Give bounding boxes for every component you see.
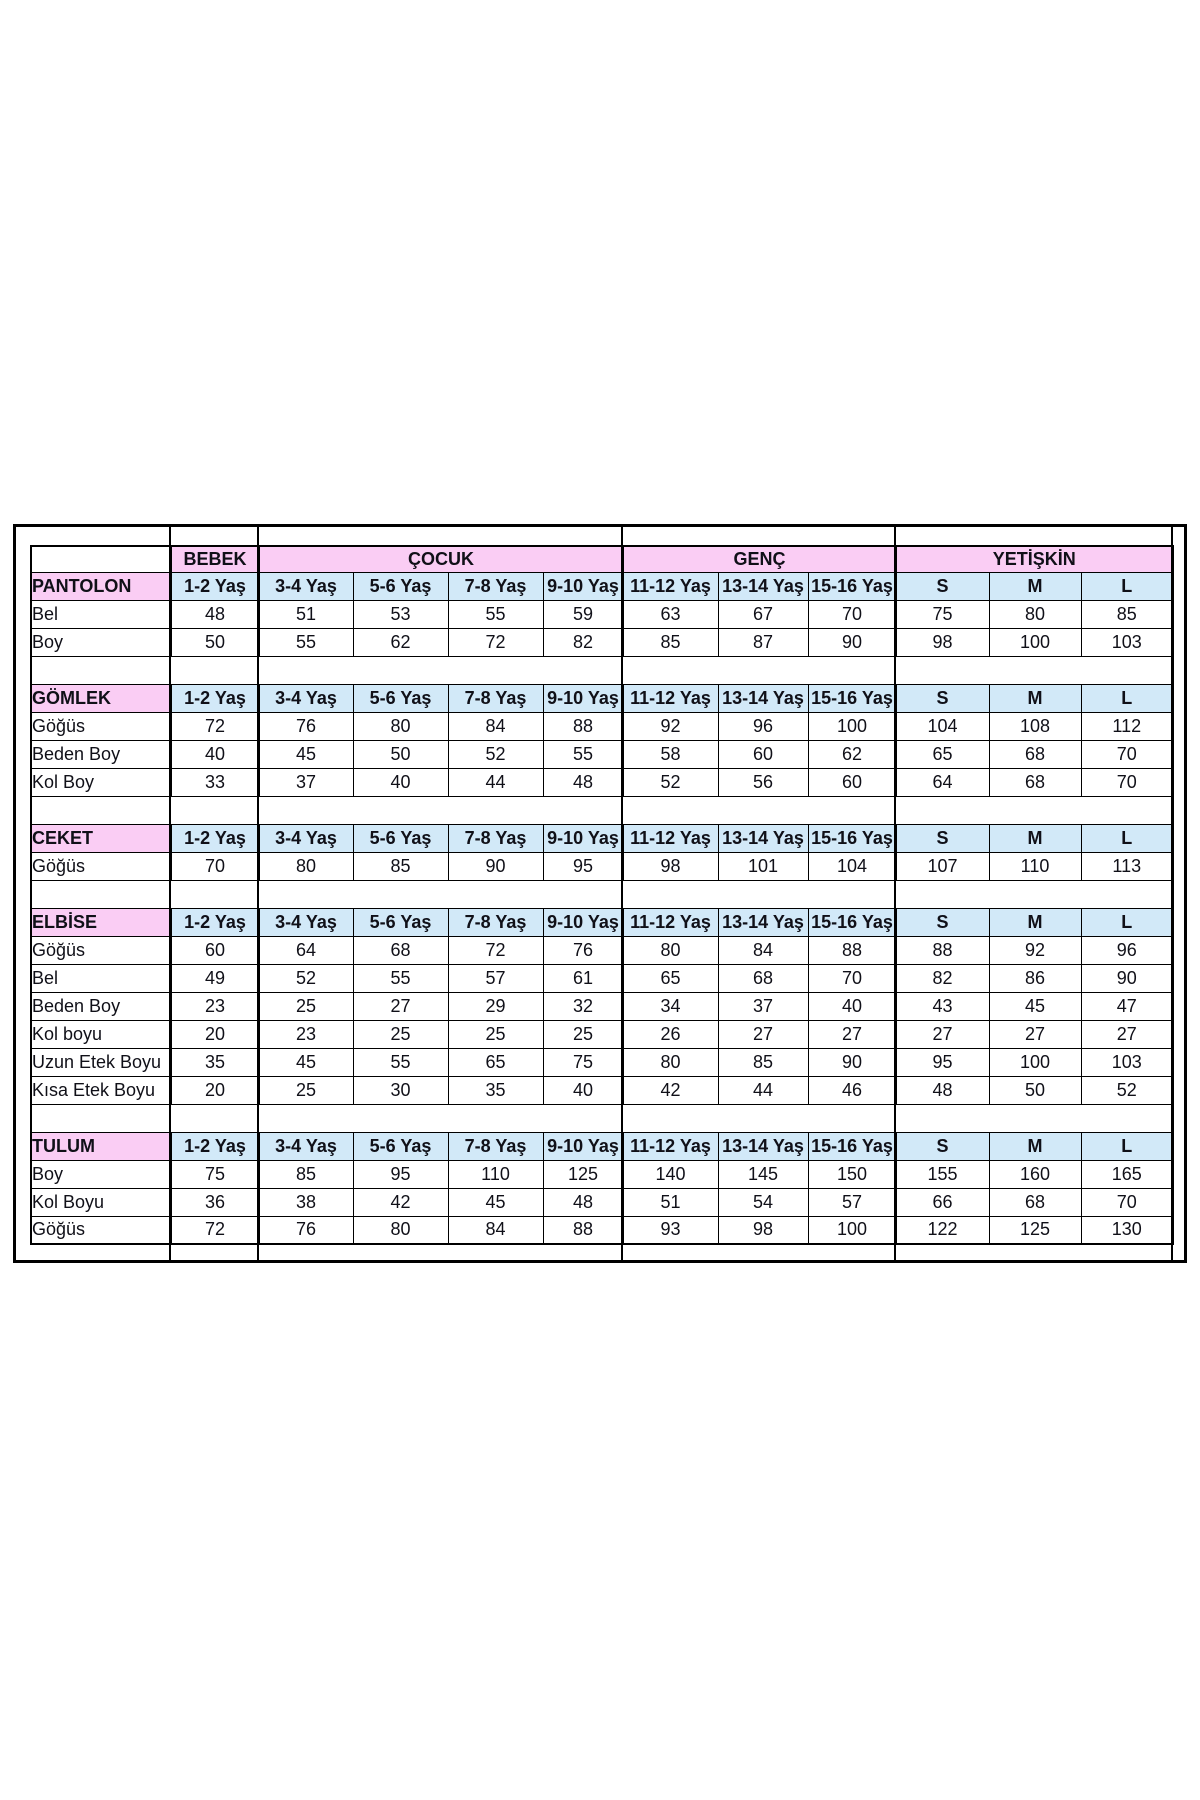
value-cell: 95 (543, 852, 623, 880)
size-col-header: 9-10 Yaş (543, 824, 623, 852)
row-label: Beden Boy (31, 740, 171, 768)
value-cell: 85 (353, 852, 448, 880)
value-cell: 55 (259, 628, 353, 656)
value-cell: 70 (1081, 1188, 1173, 1216)
value-cell: 75 (171, 1160, 259, 1188)
value-cell: 85 (718, 1048, 808, 1076)
value-cell: 80 (623, 1048, 718, 1076)
value-cell: 60 (808, 768, 896, 796)
size-col-header: 9-10 Yaş (543, 908, 623, 936)
size-chart-table (30, 545, 1174, 1245)
size-col-header: 1-2 Yaş (171, 572, 259, 600)
size-col-header: 11-12 Yaş (623, 824, 718, 852)
value-cell: 45 (259, 1048, 353, 1076)
size-col-header: 9-10 Yaş (543, 1132, 623, 1160)
value-cell: 103 (1081, 628, 1173, 656)
row-label: Göğüs (31, 712, 171, 740)
value-cell: 68 (989, 768, 1081, 796)
value-cell: 50 (989, 1076, 1081, 1104)
size-col-header: L (1081, 908, 1173, 936)
size-col-header: 7-8 Yaş (448, 908, 543, 936)
value-cell: 98 (896, 628, 989, 656)
value-cell: 70 (171, 852, 259, 880)
section-header-row-tulum (31, 1132, 1173, 1160)
size-col-header: 1-2 Yaş (171, 1132, 259, 1160)
value-cell: 25 (543, 1020, 623, 1048)
section-header-row-ceket (31, 824, 1173, 852)
value-cell: 50 (171, 628, 259, 656)
value-cell: 110 (989, 852, 1081, 880)
value-cell: 37 (718, 992, 808, 1020)
value-cell: 82 (896, 964, 989, 992)
value-cell: 76 (259, 712, 353, 740)
table-row (31, 712, 1173, 740)
size-col-header: 13-14 Yaş (718, 684, 808, 712)
table-row (31, 740, 1173, 768)
size-col-header: 5-6 Yaş (353, 908, 448, 936)
size-col-header: 5-6 Yaş (353, 824, 448, 852)
value-cell: 48 (171, 600, 259, 628)
value-cell: 75 (896, 600, 989, 628)
size-col-header: L (1081, 1132, 1173, 1160)
table-row (31, 964, 1173, 992)
row-label: Göğüs (31, 1216, 171, 1244)
value-cell: 90 (808, 628, 896, 656)
value-cell: 42 (353, 1188, 448, 1216)
value-cell: 93 (623, 1216, 718, 1244)
size-col-header: L (1081, 572, 1173, 600)
size-col-header: 11-12 Yaş (623, 572, 718, 600)
value-cell: 72 (171, 1216, 259, 1244)
size-col-header: 3-4 Yaş (259, 824, 353, 852)
value-cell: 65 (448, 1048, 543, 1076)
size-col-header: 9-10 Yaş (543, 684, 623, 712)
size-col-header: 11-12 Yaş (623, 1132, 718, 1160)
section-header-row-pantolon (31, 572, 1173, 600)
group-header-cocuk: ÇOCUK (259, 546, 623, 572)
value-cell: 52 (448, 740, 543, 768)
group-header-genc: GENÇ (623, 546, 896, 572)
size-col-header: 11-12 Yaş (623, 908, 718, 936)
value-cell: 56 (718, 768, 808, 796)
spacer-row (31, 880, 1173, 908)
size-col-header: 3-4 Yaş (259, 684, 353, 712)
value-cell: 108 (989, 712, 1081, 740)
spacer-cell (31, 656, 1173, 684)
value-cell: 72 (448, 628, 543, 656)
value-cell: 66 (896, 1188, 989, 1216)
size-col-header: 7-8 Yaş (448, 824, 543, 852)
value-cell: 29 (448, 992, 543, 1020)
value-cell: 63 (623, 600, 718, 628)
value-cell: 62 (808, 740, 896, 768)
size-col-header: 7-8 Yaş (448, 572, 543, 600)
spacer-row (31, 796, 1173, 824)
value-cell: 150 (808, 1160, 896, 1188)
size-col-header: 13-14 Yaş (718, 1132, 808, 1160)
size-col-header: 15-16 Yaş (808, 824, 896, 852)
divider-line-bebek-cocuk (257, 527, 259, 1260)
spacer-cell (31, 796, 1173, 824)
table-row (31, 1216, 1173, 1244)
row-label: Boy (31, 628, 171, 656)
section-label-tulum: TULUM (31, 1132, 171, 1160)
value-cell: 50 (353, 740, 448, 768)
spacer-cell (31, 1104, 1173, 1132)
value-cell: 48 (543, 768, 623, 796)
row-label: Uzun Etek Boyu (31, 1048, 171, 1076)
value-cell: 92 (989, 936, 1081, 964)
value-cell: 90 (1081, 964, 1173, 992)
size-col-header: 3-4 Yaş (259, 908, 353, 936)
value-cell: 85 (623, 628, 718, 656)
value-cell: 160 (989, 1160, 1081, 1188)
row-label: Kol Boyu (31, 1188, 171, 1216)
value-cell: 61 (543, 964, 623, 992)
value-cell: 49 (171, 964, 259, 992)
value-cell: 76 (259, 1216, 353, 1244)
divider-line-label-bebek (169, 527, 171, 1260)
value-cell: 80 (989, 600, 1081, 628)
value-cell: 113 (1081, 852, 1173, 880)
size-col-header: 15-16 Yaş (808, 684, 896, 712)
value-cell: 62 (353, 628, 448, 656)
value-cell: 47 (1081, 992, 1173, 1020)
size-col-header: 5-6 Yaş (353, 1132, 448, 1160)
value-cell: 80 (259, 852, 353, 880)
value-cell: 52 (1081, 1076, 1173, 1104)
value-cell: 51 (623, 1188, 718, 1216)
row-label: Kısa Etek Boyu (31, 1076, 171, 1104)
size-col-header: 13-14 Yaş (718, 824, 808, 852)
size-col-header: 13-14 Yaş (718, 908, 808, 936)
section-label-elbise: ELBİSE (31, 908, 171, 936)
value-cell: 32 (543, 992, 623, 1020)
value-cell: 107 (896, 852, 989, 880)
value-cell: 80 (353, 1216, 448, 1244)
value-cell: 51 (259, 600, 353, 628)
value-cell: 55 (543, 740, 623, 768)
value-cell: 80 (623, 936, 718, 964)
value-cell: 65 (896, 740, 989, 768)
value-cell: 38 (259, 1188, 353, 1216)
value-cell: 45 (448, 1188, 543, 1216)
size-col-header: S (896, 684, 989, 712)
size-col-header: 1-2 Yaş (171, 684, 259, 712)
value-cell: 122 (896, 1216, 989, 1244)
table-row (31, 628, 1173, 656)
value-cell: 64 (896, 768, 989, 796)
value-cell: 72 (171, 712, 259, 740)
value-cell: 64 (259, 936, 353, 964)
value-cell: 60 (718, 740, 808, 768)
size-col-header: S (896, 572, 989, 600)
size-col-header: 11-12 Yaş (623, 684, 718, 712)
value-cell: 75 (543, 1048, 623, 1076)
value-cell: 25 (259, 992, 353, 1020)
size-col-header: 3-4 Yaş (259, 572, 353, 600)
value-cell: 70 (808, 600, 896, 628)
value-cell: 140 (623, 1160, 718, 1188)
value-cell: 125 (543, 1160, 623, 1188)
row-label: Göğüs (31, 936, 171, 964)
value-cell: 90 (808, 1048, 896, 1076)
value-cell: 88 (543, 712, 623, 740)
section-label-pantolon: PANTOLON (31, 572, 171, 600)
section-header-row-elbise (31, 908, 1173, 936)
table-row (31, 1020, 1173, 1048)
value-cell: 68 (718, 964, 808, 992)
section-label-ceket: CEKET (31, 824, 171, 852)
value-cell: 80 (353, 712, 448, 740)
value-cell: 103 (1081, 1048, 1173, 1076)
value-cell: 30 (353, 1076, 448, 1104)
size-col-header: M (989, 824, 1081, 852)
value-cell: 48 (543, 1188, 623, 1216)
value-cell: 86 (989, 964, 1081, 992)
table-row (31, 936, 1173, 964)
size-col-header: 7-8 Yaş (448, 1132, 543, 1160)
value-cell: 35 (448, 1076, 543, 1104)
row-label: Bel (31, 600, 171, 628)
value-cell: 55 (448, 600, 543, 628)
table-row (31, 852, 1173, 880)
value-cell: 100 (989, 1048, 1081, 1076)
value-cell: 25 (259, 1076, 353, 1104)
value-cell: 42 (623, 1076, 718, 1104)
value-cell: 48 (896, 1076, 989, 1104)
value-cell: 155 (896, 1160, 989, 1188)
table-row (31, 600, 1173, 628)
value-cell: 58 (623, 740, 718, 768)
value-cell: 53 (353, 600, 448, 628)
value-cell: 68 (989, 1188, 1081, 1216)
value-cell: 43 (896, 992, 989, 1020)
value-cell: 112 (1081, 712, 1173, 740)
value-cell: 59 (543, 600, 623, 628)
value-cell: 145 (718, 1160, 808, 1188)
spacer-row (31, 656, 1173, 684)
value-cell: 40 (543, 1076, 623, 1104)
value-cell: 70 (1081, 768, 1173, 796)
spacer-row (31, 1104, 1173, 1132)
table-row (31, 1048, 1173, 1076)
table-row (31, 768, 1173, 796)
value-cell: 37 (259, 768, 353, 796)
value-cell: 26 (623, 1020, 718, 1048)
value-cell: 45 (259, 740, 353, 768)
value-cell: 54 (718, 1188, 808, 1216)
value-cell: 25 (448, 1020, 543, 1048)
size-col-header: 5-6 Yaş (353, 684, 448, 712)
value-cell: 88 (543, 1216, 623, 1244)
group-header-yetiskin: YETİŞKİN (896, 546, 1173, 572)
value-cell: 100 (808, 712, 896, 740)
value-cell: 90 (448, 852, 543, 880)
value-cell: 125 (989, 1216, 1081, 1244)
value-cell: 52 (623, 768, 718, 796)
size-col-header: L (1081, 684, 1173, 712)
value-cell: 44 (448, 768, 543, 796)
value-cell: 84 (448, 1216, 543, 1244)
value-cell: 84 (448, 712, 543, 740)
value-cell: 45 (989, 992, 1081, 1020)
size-col-header: 5-6 Yaş (353, 572, 448, 600)
row-label: Göğüs (31, 852, 171, 880)
divider-line-cocuk-genc (621, 527, 623, 1260)
value-cell: 55 (353, 964, 448, 992)
size-col-header: M (989, 1132, 1081, 1160)
value-cell: 27 (896, 1020, 989, 1048)
value-cell: 85 (259, 1160, 353, 1188)
spacer-cell (31, 880, 1173, 908)
value-cell: 98 (623, 852, 718, 880)
value-cell: 104 (808, 852, 896, 880)
value-cell: 23 (259, 1020, 353, 1048)
size-col-header: M (989, 908, 1081, 936)
value-cell: 130 (1081, 1216, 1173, 1244)
size-col-header: 15-16 Yaş (808, 1132, 896, 1160)
row-label: Kol boyu (31, 1020, 171, 1048)
value-cell: 65 (623, 964, 718, 992)
value-cell: 40 (353, 768, 448, 796)
value-cell: 60 (171, 936, 259, 964)
value-cell: 25 (353, 1020, 448, 1048)
row-label: Boy (31, 1160, 171, 1188)
value-cell: 95 (353, 1160, 448, 1188)
group-header-row (31, 546, 1173, 572)
size-col-header: 1-2 Yaş (171, 824, 259, 852)
value-cell: 72 (448, 936, 543, 964)
value-cell: 52 (259, 964, 353, 992)
value-cell: 40 (171, 740, 259, 768)
value-cell: 101 (718, 852, 808, 880)
value-cell: 35 (171, 1048, 259, 1076)
value-cell: 100 (989, 628, 1081, 656)
value-cell: 70 (1081, 740, 1173, 768)
value-cell: 84 (718, 936, 808, 964)
row-label: Kol Boy (31, 768, 171, 796)
table-row (31, 992, 1173, 1020)
row-label: Beden Boy (31, 992, 171, 1020)
table-row (31, 1188, 1173, 1216)
size-col-header: S (896, 908, 989, 936)
value-cell: 57 (808, 1188, 896, 1216)
value-cell: 165 (1081, 1160, 1173, 1188)
size-col-header: M (989, 684, 1081, 712)
size-col-header: M (989, 572, 1081, 600)
value-cell: 23 (171, 992, 259, 1020)
value-cell: 88 (896, 936, 989, 964)
table-row (31, 1076, 1173, 1104)
size-col-header: 15-16 Yaş (808, 572, 896, 600)
value-cell: 98 (718, 1216, 808, 1244)
value-cell: 87 (718, 628, 808, 656)
value-cell: 70 (808, 964, 896, 992)
value-cell: 92 (623, 712, 718, 740)
size-col-header: S (896, 824, 989, 852)
value-cell: 88 (808, 936, 896, 964)
table-row (31, 1160, 1173, 1188)
value-cell: 27 (1081, 1020, 1173, 1048)
value-cell: 34 (623, 992, 718, 1020)
value-cell: 76 (543, 936, 623, 964)
value-cell: 27 (353, 992, 448, 1020)
value-cell: 27 (808, 1020, 896, 1048)
value-cell: 68 (353, 936, 448, 964)
value-cell: 44 (718, 1076, 808, 1104)
size-col-header: 13-14 Yaş (718, 572, 808, 600)
size-col-header: S (896, 1132, 989, 1160)
size-col-header: 9-10 Yaş (543, 572, 623, 600)
value-cell: 46 (808, 1076, 896, 1104)
value-cell: 40 (808, 992, 896, 1020)
value-cell: 33 (171, 768, 259, 796)
size-col-header: 3-4 Yaş (259, 1132, 353, 1160)
value-cell: 96 (1081, 936, 1173, 964)
value-cell: 36 (171, 1188, 259, 1216)
value-cell: 20 (171, 1020, 259, 1048)
divider-line-genc-yetiskin (894, 527, 896, 1260)
value-cell: 55 (353, 1048, 448, 1076)
value-cell: 100 (808, 1216, 896, 1244)
value-cell: 57 (448, 964, 543, 992)
size-col-header: L (1081, 824, 1173, 852)
divider-line-right-edge (1171, 527, 1173, 1260)
size-col-header: 15-16 Yaş (808, 908, 896, 936)
value-cell: 67 (718, 600, 808, 628)
value-cell: 110 (448, 1160, 543, 1188)
section-label-gomlek: GÖMLEK (31, 684, 171, 712)
size-col-header: 1-2 Yaş (171, 908, 259, 936)
value-cell: 82 (543, 628, 623, 656)
group-header-bebek: BEBEK (171, 546, 259, 572)
row-label: Bel (31, 964, 171, 992)
value-cell: 95 (896, 1048, 989, 1076)
corner-cell (31, 546, 171, 572)
value-cell: 85 (1081, 600, 1173, 628)
value-cell: 104 (896, 712, 989, 740)
section-header-row-gomlek (31, 684, 1173, 712)
value-cell: 27 (718, 1020, 808, 1048)
value-cell: 27 (989, 1020, 1081, 1048)
size-col-header: 7-8 Yaş (448, 684, 543, 712)
value-cell: 96 (718, 712, 808, 740)
value-cell: 68 (989, 740, 1081, 768)
size-chart-frame (13, 524, 1187, 1263)
value-cell: 20 (171, 1076, 259, 1104)
